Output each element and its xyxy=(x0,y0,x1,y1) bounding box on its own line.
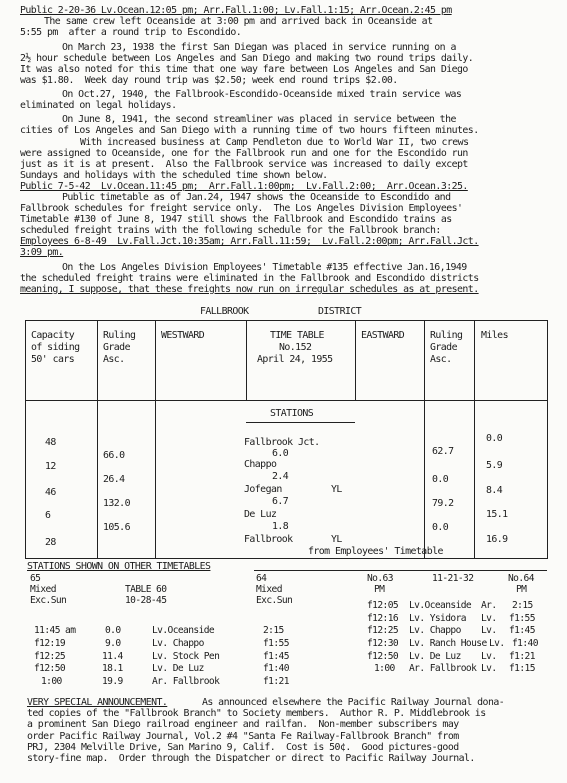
tt60-title: TABLE 60 xyxy=(125,584,167,595)
header-ruling-grade-e: Ruling xyxy=(430,330,463,341)
header-schedule-line: Public 2-20-36 Lv.Ocean.12:05 pm; Arr.Fall.1:00; Lv.Fall.1:15; Arr.Ocean.2:45 pm xyxy=(20,5,452,16)
tt60-time: f1:40 xyxy=(263,663,289,674)
district-title-right: DISTRICT xyxy=(318,306,362,317)
tt-1932-time: 1:00 xyxy=(374,663,395,674)
header-miles: Miles xyxy=(481,330,508,341)
stations-underline xyxy=(246,422,355,423)
body-line: were assigned to Oceanside, one for the Fallbrook run and one for the Escondido run xyxy=(20,148,468,159)
tt60-time: 1:00 xyxy=(41,676,62,687)
header-ruling-grade-w: Asc. xyxy=(103,354,125,365)
tt-1932-time: f1:55 xyxy=(509,613,535,624)
table-rule-top xyxy=(25,320,548,321)
body-line: cities of Los Angeles and San Diego with a running time of two hours fifteen minutes. xyxy=(20,125,479,136)
header-timetable: April 24, 1955 xyxy=(257,354,333,365)
tt-1932-train-63: No.63 xyxy=(367,573,393,584)
header-timetable: TIME TABLE xyxy=(270,330,324,341)
tt-1932-time: f12:05 xyxy=(367,600,399,611)
col-divider xyxy=(25,320,26,558)
cell-yl: YL xyxy=(331,484,342,495)
header-ruling-grade-w: Grade xyxy=(103,342,130,353)
tt-1932-station: Lv. Ysidora xyxy=(409,613,466,624)
cell-miles: 16.9 xyxy=(486,534,508,545)
tt-1932-station: Lv. De Luz xyxy=(409,651,461,662)
tt-1932-station: Ar. Fallbrook xyxy=(409,663,477,674)
tt60-date: 10-28-45 xyxy=(125,595,167,606)
tt-1932-arlv: Lv. xyxy=(481,663,497,674)
tt-1932-time: f12:16 xyxy=(367,613,399,624)
cell-grade-e: 79.2 xyxy=(432,498,454,509)
cell-station: Jofegan xyxy=(244,484,282,495)
cell-grade-w: 66.0 xyxy=(103,450,125,461)
tt60-train-64: 64 xyxy=(256,573,267,584)
body-line-public-schedule: Public 7-5-42 Lv.Ocean.11:45 pm; Arr.Fall.1:00pm; Lv.Fall.2:00; Arr.Ocean.3:25. xyxy=(20,181,468,192)
cell-distance: 6.0 xyxy=(272,448,289,459)
tt-1932-time: f1:15 xyxy=(509,663,535,674)
cell-station: Chappo xyxy=(244,459,277,470)
header-ruling-grade-e: Asc. xyxy=(430,354,452,365)
body-line: Sundays and holidays with the scheduled time shown below. xyxy=(20,170,328,181)
cell-miles: 0.0 xyxy=(486,433,503,444)
body-line: On June 8, 1941, the second streamliner was placed in service between the xyxy=(62,114,456,125)
cell-grade-w: 26.4 xyxy=(103,474,125,485)
cell-station: De Luz xyxy=(244,509,277,520)
tt-1932-time: f1:40 xyxy=(512,638,538,649)
body-line: Fallbrook schedules for freight service only. The Los Angeles Division Employees' xyxy=(20,203,463,214)
body-line: the scheduled freight trains were eliminated in the Fallbrook and Escondido districts xyxy=(20,273,479,284)
body-line: With increased business at Camp Pendleton due to World War II, two crews xyxy=(80,137,469,148)
body-line: just as it is at present. Also the Fallbrook service was increased to daily except xyxy=(20,159,468,170)
tt60-station: Lv. De Luz xyxy=(152,663,204,674)
col-divider xyxy=(355,320,356,400)
cell-station: Fallbrook Jct. xyxy=(244,437,320,448)
tt60-mile: 19.9 xyxy=(102,676,123,687)
tt60-mile: 11.4 xyxy=(102,651,123,662)
tt60-station: Lv.Oceanside xyxy=(152,625,215,636)
col-divider xyxy=(547,320,548,558)
cell-capacity: 28 xyxy=(45,537,56,548)
tt-1932-station: Lv. Chappo xyxy=(409,625,461,636)
tt60-mile: 0.0 xyxy=(105,625,121,636)
table-rule-bottom xyxy=(25,558,548,559)
cell-grade-e: 62.7 xyxy=(432,446,454,457)
cell-distance: 1.8 xyxy=(272,521,289,532)
announcement-line: a prominent San Diego railroad engineer and railfan. Non-member subscribers may xyxy=(27,719,459,730)
cell-capacity: 12 xyxy=(45,461,56,472)
tt-1932-arlv: Lv. xyxy=(481,613,497,624)
tt60-train-65: Mixed xyxy=(30,584,56,595)
body-line: On the Los Angeles Division Employees' Timetable #135 effective Jan.16,1949 xyxy=(62,262,467,273)
tt-1932-arlv: Lv. xyxy=(489,638,505,649)
header-capacity: Capacity xyxy=(31,330,75,341)
tt-1932-station: Lv. Ranch House xyxy=(409,638,487,649)
stations-label: STATIONS xyxy=(270,408,314,419)
col-divider xyxy=(474,320,475,558)
col-divider xyxy=(155,320,156,558)
col-divider xyxy=(246,320,247,400)
cell-grade-w: 132.0 xyxy=(103,498,130,509)
tt60-station: Lv. Stock Pen xyxy=(152,651,220,662)
body-line: Timetable #130 of June 8, 1947 still shows the Fallbrook and Escondido trains as xyxy=(20,214,452,225)
body-line-employees-schedule: Employees 6-8-49 Lv.Fall.Jct.10:35am; Arr.Fall.11:59; Lv.Fall.2:00pm; Arr.Fall.Jct. xyxy=(20,236,479,247)
announcement-line: As announced elsewhere the Pacific Railway Journal dona- xyxy=(202,697,505,708)
announcement-line: order Pacific Railway Journal, Vol.2 #4 "Santa Fe Railway-Fallbrook Branch" from xyxy=(27,731,459,742)
tt-1932-arlv: Ar. xyxy=(481,600,497,611)
header-ruling-grade-e: Grade xyxy=(430,342,457,353)
tt60-time: 11:45 am xyxy=(34,625,76,636)
tt-1932-train-64: PM xyxy=(516,584,527,595)
announcement-line: story-fine map. Order through the Dispatcher or direct to Pacific Railway Journal. xyxy=(27,753,475,764)
tt-1932-time: f1:45 xyxy=(509,625,535,636)
cell-distance: 2.4 xyxy=(272,471,289,482)
tt60-train-65: 65 xyxy=(30,573,41,584)
tt-1932-station: Lv.Oceanside xyxy=(409,600,472,611)
tt60-train-64: Exc.Sun xyxy=(256,595,293,606)
cell-grade-e: 0.0 xyxy=(432,474,449,485)
tt60-train-64: Mixed xyxy=(256,584,282,595)
cell-distance: 6.7 xyxy=(272,496,289,507)
body-line: eliminated on legal holidays. xyxy=(20,100,177,111)
tt-1932-train-64: No.64 xyxy=(508,573,534,584)
tt-1932-train-63: PM xyxy=(374,584,385,595)
cell-capacity: 46 xyxy=(45,487,56,498)
header-eastward: EASTWARD xyxy=(361,330,405,341)
table-rule-header xyxy=(25,400,548,401)
table-footnote: from Employees' Timetable xyxy=(308,546,443,557)
body-line: It was also noted for this time that one way fare between Los Angeles and San Diego xyxy=(20,64,468,75)
tt-1932-time: f12:50 xyxy=(367,651,399,662)
body-line: On March 23, 1938 the first San Diegan was placed in service running on a xyxy=(62,42,456,53)
tt60-station: Lv. Chappo xyxy=(152,638,204,649)
body-line: was $1.80. Week day round trip was $2.50; week end round trips $2.00. xyxy=(20,75,398,86)
col-divider xyxy=(424,320,425,558)
tt-1932-time: 2:15 xyxy=(512,600,533,611)
cell-miles: 15.1 xyxy=(486,509,508,520)
col-divider xyxy=(97,320,98,558)
cell-miles: 5.9 xyxy=(486,460,503,471)
other-tt-rule xyxy=(254,570,547,571)
district-title-left: FALLBROOK xyxy=(200,306,249,317)
other-tt-heading: STATIONS SHOWN ON OTHER TIMETABLES xyxy=(27,561,211,572)
header-timetable: No.152 xyxy=(279,342,312,353)
header-ruling-grade-w: Ruling xyxy=(103,330,136,341)
tt60-train-65: Exc.Sun xyxy=(30,595,67,606)
tt-1932-arlv: Lv. xyxy=(481,625,497,636)
cell-yl: YL xyxy=(331,534,342,545)
tt-1932-arlv: Lv. xyxy=(481,651,497,662)
tt-1932-time: f1:21 xyxy=(509,651,535,662)
cell-miles: 8.4 xyxy=(486,485,503,496)
body-line: 3:09 pm. xyxy=(20,247,64,258)
cell-grade-w: 105.6 xyxy=(103,522,130,533)
tt60-time: f1:21 xyxy=(263,676,289,687)
body-line: 5:55 pm after a round trip to Escondido. xyxy=(20,27,242,38)
tt60-mile: 9.0 xyxy=(105,638,121,649)
cell-capacity: 48 xyxy=(45,437,56,448)
announcement-line: ted copies of the "Fallbrook Branch" to Society members. Author R. P. Middlebrook is xyxy=(27,708,486,719)
header-capacity: 50' cars xyxy=(31,354,75,365)
tt60-time: f1:45 xyxy=(263,651,289,662)
announcement-title: VERY SPECIAL ANNOUNCEMENT. xyxy=(27,697,168,708)
cell-capacity: 6 xyxy=(45,510,51,521)
tt60-station: Ar. Fallbrook xyxy=(152,676,220,687)
header-westward: WESTWARD xyxy=(161,330,205,341)
tt60-mile: 18.1 xyxy=(102,663,123,674)
announcement-line: PRJ, 2304 Melville Drive, San Marino 9, Calif. Cost is 50¢. Good pictures-good xyxy=(27,742,459,753)
body-line: meaning, I suppose, that these freights now run on irregular schedules as at present. xyxy=(20,284,479,295)
tt-1932-time: f12:25 xyxy=(367,625,399,636)
cell-grade-e: 0.0 xyxy=(432,522,449,533)
tt-1932-date: 11-21-32 xyxy=(432,573,474,584)
body-line: Public timetable as of Jan.24, 1947 shows the Oceanside to Escondido and xyxy=(62,192,451,203)
tt60-time: f12:25 xyxy=(34,651,66,662)
tt60-time: 2:15 xyxy=(263,625,284,636)
tt60-time: f12:19 xyxy=(34,638,66,649)
body-line: 2½ hour schedule between Los Angeles and San Diego and making two round trips daily. xyxy=(20,53,474,64)
body-line: The same crew left Oceanside at 3:00 pm and arrived back in Oceanside at xyxy=(44,16,433,27)
cell-station: Fallbrook xyxy=(244,534,293,545)
body-line: On Oct.27, 1940, the Fallbrook-Escondido-Oceanside mixed train service was xyxy=(62,89,462,100)
header-capacity: of siding xyxy=(31,342,80,353)
body-line: scheduled freight trains with the following schedule for the Fallbrook branch: xyxy=(20,225,441,236)
tt60-time: f12:50 xyxy=(34,663,66,674)
tt-1932-time: f12:30 xyxy=(367,638,399,649)
tt60-time: f1:55 xyxy=(263,638,289,649)
